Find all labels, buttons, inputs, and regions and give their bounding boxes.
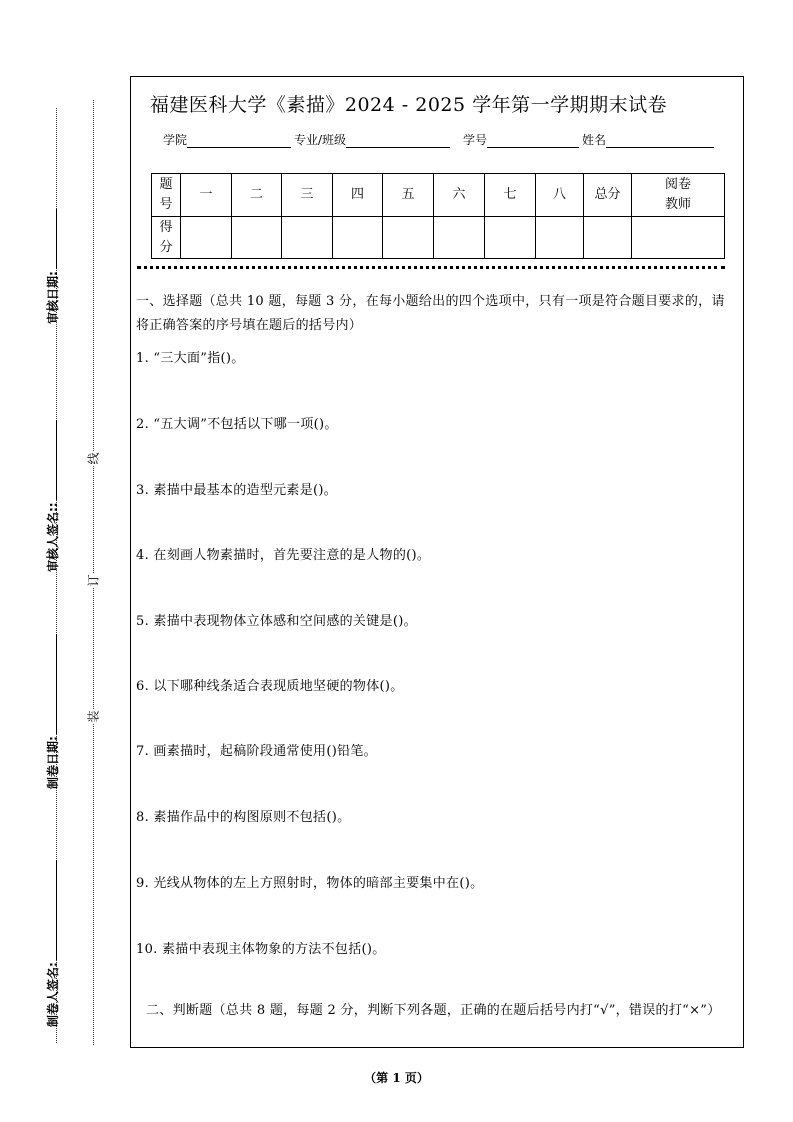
score-col-4: 四 bbox=[333, 174, 383, 217]
score-col-1: 一 bbox=[181, 174, 232, 217]
score-table-header-label: 题号 bbox=[152, 174, 181, 217]
question-7: 7. 画素描时，起稿阶段通常使用()铅笔。 bbox=[136, 744, 377, 759]
question-10: 10. 素描中表现主体物象的方法不包括()。 bbox=[136, 942, 386, 957]
score-cell[interactable] bbox=[232, 217, 282, 259]
question-6: 6. 以下哪种线条适合表现质地坚硬的物体()。 bbox=[136, 679, 404, 694]
score-cell[interactable] bbox=[383, 217, 434, 259]
reviewer-signature-field[interactable] bbox=[43, 402, 61, 572]
question-2: 2. “五大调”不包括以下哪一项()。 bbox=[136, 417, 338, 432]
question-9: 9. 光线从物体的左上方照射时，物体的暗部主要集中在()。 bbox=[136, 876, 484, 891]
name-label: 姓名 bbox=[582, 133, 607, 147]
compile-date-field[interactable] bbox=[43, 629, 61, 789]
compile-date-label: 制卷日期: bbox=[45, 736, 60, 789]
major-class-field[interactable] bbox=[294, 131, 450, 148]
cut-mark-zhuang: 装 bbox=[86, 710, 101, 723]
score-col-2: 二 bbox=[232, 174, 282, 217]
dotted-separator bbox=[137, 266, 725, 269]
college-label: 学院 bbox=[163, 133, 188, 147]
score-col-total: 总分 bbox=[584, 174, 632, 217]
score-cell[interactable] bbox=[282, 217, 333, 259]
score-cell[interactable] bbox=[181, 217, 232, 259]
major-class-label: 专业/班级 bbox=[294, 133, 347, 147]
cut-mark-xian: 线 bbox=[86, 452, 101, 465]
score-cell[interactable] bbox=[485, 217, 536, 259]
cut-mark-ding: 订 bbox=[86, 574, 101, 587]
score-table bbox=[151, 173, 725, 259]
student-id-label: 学号 bbox=[463, 133, 488, 147]
score-col-3: 三 bbox=[282, 174, 333, 217]
score-cell[interactable] bbox=[434, 217, 485, 259]
compiler-signature-field[interactable] bbox=[43, 847, 61, 1027]
section1-intro: 一、选择题（总共 10 题，每题 3 分，在每小题给出的四个选项中，只有一项是符合题目要求的，请将正确答案的序号填在题后的括号内） bbox=[136, 294, 725, 333]
score-col-7: 七 bbox=[485, 174, 536, 217]
student-id-field[interactable] bbox=[463, 131, 579, 148]
question-8: 8. 素描作品中的构图原则不包括()。 bbox=[136, 810, 351, 825]
review-date-field[interactable] bbox=[43, 194, 61, 324]
score-cell-total[interactable] bbox=[584, 217, 632, 259]
name-field[interactable] bbox=[582, 131, 714, 148]
score-col-8: 八 bbox=[536, 174, 584, 217]
question-3: 3. 素描中最基本的造型元素是()。 bbox=[136, 483, 338, 498]
compiler-signature-label: 制卷人签名: bbox=[45, 962, 60, 1027]
reviewer-signature-label: 审核人签名:: bbox=[45, 502, 60, 572]
question-1: 1. “三大面”指()。 bbox=[136, 351, 245, 366]
score-col-6: 六 bbox=[434, 174, 485, 217]
college-field[interactable] bbox=[163, 131, 291, 148]
question-5: 5. 素描中表现物体立体感和空间感的关键是()。 bbox=[136, 614, 417, 629]
binding-dotted-line-inner bbox=[93, 100, 94, 1045]
score-cell-grader[interactable] bbox=[632, 217, 725, 259]
score-table-row2-label: 得分 bbox=[152, 217, 181, 259]
section2-intro: 二、判断题（总共 8 题，每题 2 分，判断下列各题，正确的在题后括号内打“√”，错误的打“×”） bbox=[146, 1003, 721, 1018]
score-col-grader: 阅卷教师 bbox=[632, 174, 725, 217]
score-cell[interactable] bbox=[333, 217, 383, 259]
score-col-5: 五 bbox=[383, 174, 434, 217]
review-date-label: 审核日期: bbox=[45, 271, 60, 324]
exam-title: 福建医科大学《素描》2024 - 2025 学年第一学期期末试卷 bbox=[149, 94, 668, 116]
page-number: （第 1 页） bbox=[364, 1071, 429, 1085]
score-cell[interactable] bbox=[536, 217, 584, 259]
question-4: 4. 在刻画人物素描时，首先要注意的是人物的()。 bbox=[136, 548, 431, 563]
